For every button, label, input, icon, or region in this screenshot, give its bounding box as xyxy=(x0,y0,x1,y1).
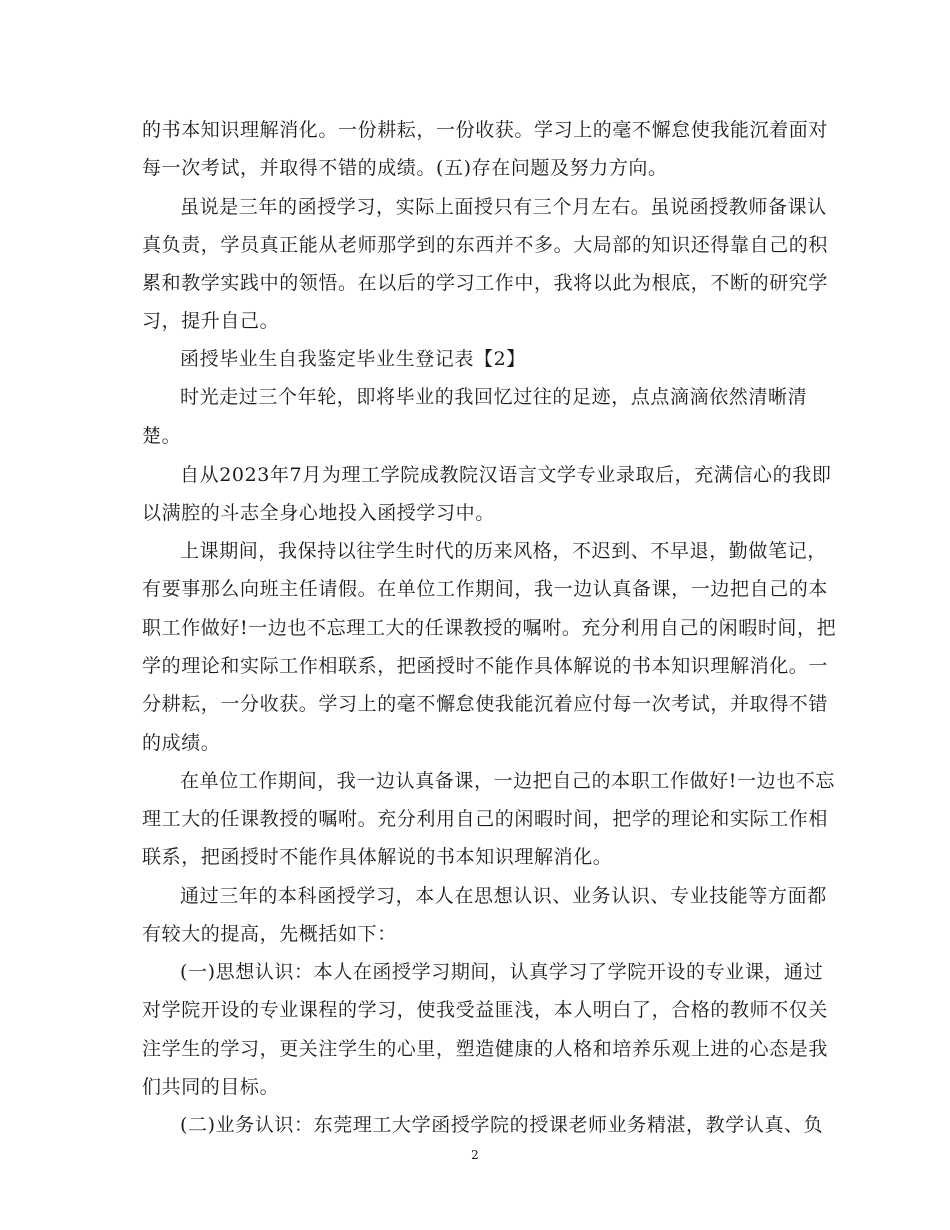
text-line: 累和教学实践中的领悟。在以后的学习工作中，我将以此为根底，不断的研究学 xyxy=(142,272,829,294)
text-line: 的成绩。 xyxy=(142,732,221,754)
text-line: 每一次考试，并取得不错的成绩。(五)存在问题及努力方向。 xyxy=(142,157,668,179)
text-line: 以满腔的斗志全身心地投入函授学习中。 xyxy=(142,502,495,524)
text-line: 楚。 xyxy=(142,425,182,447)
text-line: (一)思想认识：本人在函授学习期间，认真学习了学院开设的专业课，通过 xyxy=(180,961,824,983)
text-line: 习，提升自己。 xyxy=(142,310,280,332)
text-line: 理工大的任课教授的嘱咐。充分利用自己的闲暇时间，把学的理论和实际工作相 xyxy=(142,808,829,830)
text-line: 联系，把函授时不能作具体解说的书本知识理解消化。 xyxy=(142,846,613,868)
page-number: 2 xyxy=(471,1148,479,1162)
text-line: (二)业务认识：东莞理工大学函授学院的授课老师业务精湛，教学认真、负 xyxy=(180,1114,824,1136)
text-line: 上课期间，我保持以往学生时代的历来风格，不迟到、不早退，勤做笔记， xyxy=(180,540,827,562)
text-line: 的书本知识理解消化。一份耕耘，一份收获。学习上的毫不懈怠使我能沉着面对 xyxy=(142,119,829,141)
text-line: 通过三年的本科函授学习，本人在思想认识、业务认识、专业技能等方面都 xyxy=(180,885,827,907)
text-line: 时光走过三个年轮，即将毕业的我回忆过往的足迹，点点滴滴依然清晰清 xyxy=(180,386,808,408)
text-line: 有要事那么向班主任请假。在单位工作期间，我一边认真备课，一边把自己的本 xyxy=(142,578,829,600)
text-line: 对学院开设的专业课程的学习，使我受益匪浅，本人明白了，合格的教师不仅关 xyxy=(142,999,829,1021)
text-line: 分耕耘，一分收获。学习上的毫不懈怠使我能沉着应付每一次考试，并取得不错 xyxy=(142,693,829,715)
text-line: 自从2023年7月为理工学院成教院汉语言文学专业录取后，充满信心的我即 xyxy=(180,464,832,486)
text-line: 注学生的学习，更关注学生的心里，塑造健康的人格和培养乐观上进的心态是我 xyxy=(142,1038,829,1060)
text-line: 职工作做好!一边也不忘理工大的任课教授的嘱咐。充分利用自己的闲暇时间，把 xyxy=(142,617,837,639)
text-line: 虽说是三年的函授学习，实际上面授只有三个月左右。虽说函授教师备课认 xyxy=(180,196,827,218)
text-line: 在单位工作期间，我一边认真备课，一边把自己的本职工作做好!一边也不忘 xyxy=(180,770,836,792)
text-line: 学的理论和实际工作相联系，把函授时不能作具体解说的书本知识理解消化。一 xyxy=(142,655,829,677)
text-line: 真负责，学员真正能从老师那学到的东西并不多。大局部的知识还得靠自己的积 xyxy=(142,234,829,256)
section-heading: 函授毕业生自我鉴定毕业生登记表【2】 xyxy=(180,348,526,370)
text-line: 们共同的目标。 xyxy=(142,1076,280,1098)
text-line: 有较大的提高，先概括如下： xyxy=(142,923,397,945)
